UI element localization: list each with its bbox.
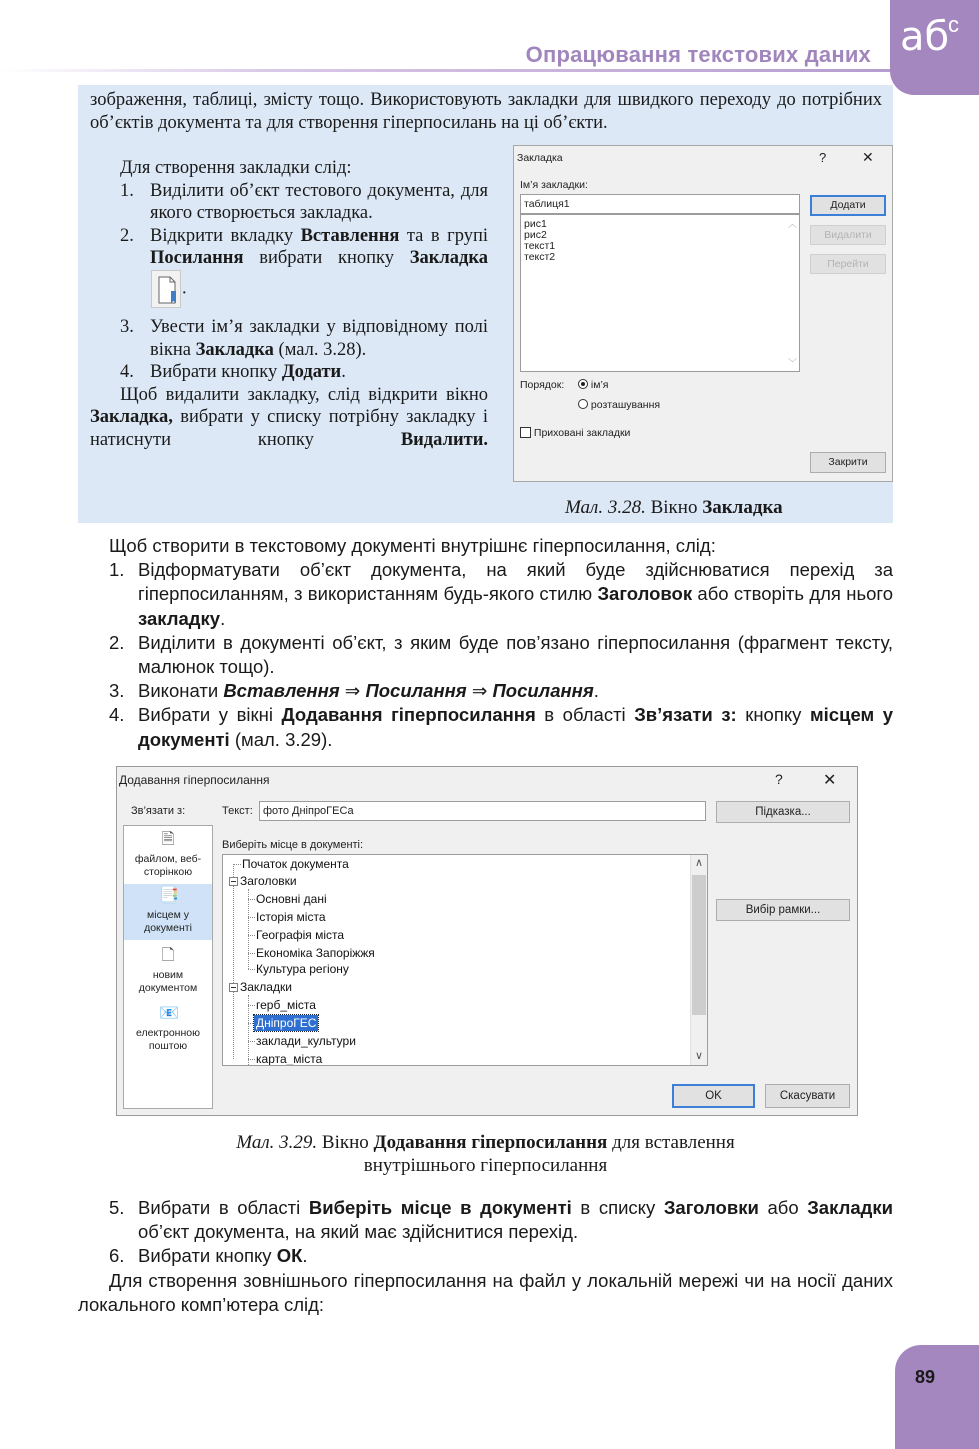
list-item: 2. Виділити в документі об’єкт, з яким буде пов’язано гіперпосилання (фрагмент тексту, малюнок тощо). xyxy=(109,631,893,678)
list-item[interactable]: текст2 xyxy=(524,251,556,263)
list-item: 4. Вибрати у вікні Додавання гіперпосилання в області Зв’язати з: кнопку місцем у документі (мал. 3.29). xyxy=(109,704,894,750)
close-icon[interactable]: ✕ xyxy=(862,149,874,165)
bookmark-instructions xyxy=(90,157,488,452)
list-item: 1. Виділити об’єкт тестового документа, для якого створюється закладка. xyxy=(120,180,488,224)
collapse-icon[interactable] xyxy=(229,983,238,992)
delete-paragraph: Щоб видалити закладку, слід відкрити вікно Закладка, вибрати у списку потрібну закладку і натиснути кнопку Видалити. xyxy=(90,384,488,450)
list-item[interactable]: текст1 xyxy=(524,240,556,252)
tree-item[interactable]: Історія міста xyxy=(256,910,326,924)
order-position-radio[interactable]: розташування xyxy=(578,399,660,411)
chapter-tab xyxy=(890,0,979,95)
tree-item-selected[interactable]: ДніпроГЕС xyxy=(256,1016,317,1030)
tree-scrollbar[interactable] xyxy=(690,855,707,1065)
header-rule xyxy=(0,69,895,72)
instructions-lead: Для створення закладки слід: xyxy=(120,158,352,178)
tree-item[interactable]: Географія міста xyxy=(256,928,345,942)
place-label: Виберіть місце в документі: xyxy=(222,839,364,851)
tree-item-headings[interactable]: Заголовки xyxy=(240,874,297,888)
new-document-icon: 🗋 xyxy=(161,947,175,964)
list-item[interactable]: рис2 xyxy=(524,229,547,241)
target-frame-button[interactable]: Вибір рамки... xyxy=(716,899,850,921)
ok-button[interactable]: OK xyxy=(672,1084,755,1108)
list-item: 5. Вибрати в області Виберіть місце в документі в списку Заголовки або Закладки об’єкт документа, на який має здійснитися перехід. xyxy=(109,1197,893,1243)
scroll-up-icon[interactable]: ∧ xyxy=(694,857,704,869)
close-icon[interactable]: ✕ xyxy=(823,772,837,789)
list-item[interactable]: рис1 xyxy=(524,218,547,230)
list-item: 3. Увести ім’я закладки у відповідному полі вікна Закладка (мал. 3.28). xyxy=(120,316,488,360)
link-file-webpage[interactable]: 🗎 файлом, веб- сторінкою xyxy=(134,831,202,878)
collapse-icon[interactable] xyxy=(229,877,238,886)
place-in-document-tree[interactable] xyxy=(222,854,708,1066)
link-email[interactable]: 📧 електронною поштою xyxy=(136,1005,200,1052)
link-new-document[interactable]: 🗋 новим документом xyxy=(138,947,198,994)
list-item: 3. Виконати Вставлення ⇒ Посилання ⇒ Посилання. xyxy=(109,680,599,702)
scroll-down-icon[interactable]: ∨ xyxy=(694,1050,704,1062)
radio-selected-icon xyxy=(578,379,588,389)
tree-item[interactable]: карта_міста xyxy=(256,1052,323,1066)
hidden-bookmarks-checkbox[interactable]: Приховані закладки xyxy=(520,427,630,439)
tree-item[interactable]: герб_міста xyxy=(256,998,316,1012)
chapter-logo: аб xyxy=(900,14,950,60)
list-item: 2. Відкрити вкладку Вставлення та в групі Посилання вибрати кнопку Закладка . xyxy=(90,225,488,308)
order-name-radio[interactable]: ім’я xyxy=(578,379,609,391)
list-item: 1. Відформатувати об’єкт документа, на який буде здійснюватися перехід за гіперпосиланням, з використанням будь-якого стилю Заголовок або створіть для нього закладку. xyxy=(109,559,894,629)
text-label: Текст: xyxy=(222,805,253,817)
page-tab xyxy=(895,1345,979,1449)
bookmark-list[interactable] xyxy=(520,214,800,372)
checkbox-icon xyxy=(520,427,531,438)
radio-icon xyxy=(578,399,588,409)
bookmark-button-icon xyxy=(151,270,181,308)
tree-item[interactable]: Основні дані xyxy=(256,892,327,906)
scroll-down-icon[interactable]: ﹀ xyxy=(787,358,797,368)
close-button[interactable]: Закрити xyxy=(810,452,886,473)
tree-item[interactable]: Культура регіону xyxy=(256,962,349,976)
hyperlink-dialog xyxy=(116,766,858,1116)
outro-paragraph: Для створення зовнішнього гіперпосилання на файл у локальній мережі чи на носії даних локального комп’ютера слід: xyxy=(78,1269,893,1315)
help-button[interactable]: ? xyxy=(775,771,783,787)
bookmark-name-label: Ім’я закладки: xyxy=(520,179,588,191)
tree-item[interactable]: Економіка Запоріжжя xyxy=(256,946,375,960)
tree-item-top[interactable]: Початок документа xyxy=(242,857,349,871)
chapter-title: Опрацювання текстових даних xyxy=(525,42,871,67)
link-to-label: Зв’язати з: xyxy=(131,805,186,817)
figure-caption-3-29: Мал. 3.29. Вікно Додавання гіперпосилання для вставлення внутрішнього гіперпосилання xyxy=(236,1132,735,1176)
bookmark-name-input[interactable]: таблиця1 xyxy=(520,194,800,214)
globe-file-icon: 🗎 xyxy=(161,831,175,848)
link-to-panel xyxy=(123,825,213,1109)
cancel-button[interactable]: Скасувати xyxy=(765,1084,850,1108)
dialog-title: Додавання гіперпосилання xyxy=(119,773,270,787)
delete-button[interactable]: Видалити xyxy=(810,225,886,245)
list-item: 4. Вибрати кнопку Додати. xyxy=(120,362,346,383)
help-button[interactable]: ? xyxy=(819,150,827,165)
tree-item-bookmarks[interactable]: Закладки xyxy=(240,980,292,994)
scroll-thumb[interactable] xyxy=(692,875,706,1015)
figure-caption-3-28: Мал. 3.28. Вікно Закладка xyxy=(565,497,783,518)
page-number: 89 xyxy=(915,1367,936,1387)
add-button[interactable]: Додати xyxy=(810,195,886,216)
intro-paragraph: зображення, таблиці, змісту тощо. Використовують закладки для швидкого переходу до потрібних об’єктів документа та для створення гіперпосилань на ці об’єкти. xyxy=(90,90,882,133)
link-place-in-document[interactable]: 📑 місцем у документі xyxy=(124,884,212,940)
bookmark-dialog xyxy=(513,145,893,482)
chapter-logo-sup: с xyxy=(948,12,959,37)
screentip-button[interactable]: Підказка... xyxy=(716,801,850,823)
continued-instructions xyxy=(78,1196,893,1317)
goto-button[interactable]: Перейти xyxy=(810,254,886,274)
tree-item[interactable]: заклади_культури xyxy=(256,1034,356,1048)
instructions-lead: Щоб створити в текстовому документі внутрішнє гіперпосилання, слід: xyxy=(109,535,716,556)
document-bookmark-icon: 📑 xyxy=(159,887,179,904)
list-item: 6. Вибрати кнопку ОК. xyxy=(109,1245,308,1267)
dialog-title: Закладка xyxy=(517,152,563,164)
scroll-up-icon[interactable]: ︿ xyxy=(787,219,797,229)
order-label: Порядок: xyxy=(520,379,565,391)
email-icon: 📧 xyxy=(159,1005,179,1022)
display-text-input[interactable]: фото ДніпроГЕСа xyxy=(259,801,706,821)
internal-link-instructions xyxy=(78,534,893,752)
